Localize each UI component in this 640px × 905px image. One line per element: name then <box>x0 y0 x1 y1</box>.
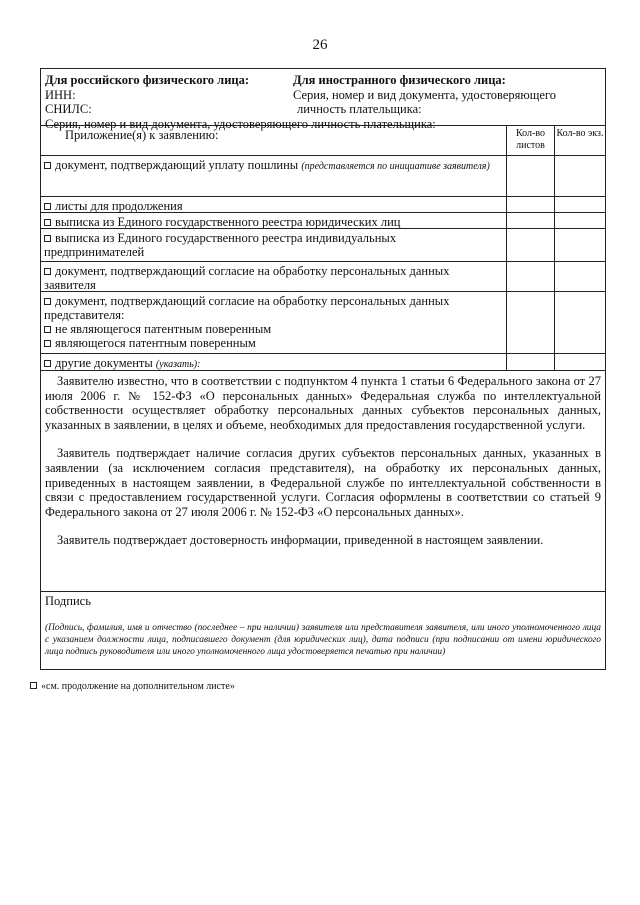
col-sheets-header: Кол-во листов <box>506 126 554 155</box>
copies-count-cell[interactable] <box>554 262 605 291</box>
continuation-label: «см. продолжение на дополнительном листе» <box>41 681 235 692</box>
attachment-label: листы для продолжения <box>55 199 183 213</box>
attachment-row-fee <box>41 156 605 197</box>
copies-count-cell[interactable] <box>554 156 605 196</box>
page-number: 26 <box>312 37 328 53</box>
sheets-count-cell[interactable] <box>506 156 554 196</box>
checkbox[interactable] <box>44 298 51 305</box>
copies-count-cell[interactable] <box>554 197 605 212</box>
attachment-row-sheets <box>41 197 605 213</box>
sheets-count-cell[interactable] <box>506 213 554 228</box>
continuation-note <box>30 681 235 692</box>
attachment-row-egrul <box>41 213 605 229</box>
application-form <box>40 68 606 670</box>
attachment-sublabel: являющегося патентным поверенным <box>55 336 256 350</box>
checkbox[interactable] <box>44 162 51 169</box>
russian-id-document-field[interactable]: Серия, номер и вид документа, удостоверяющего личность плательщика: <box>45 116 436 131</box>
declarations-section <box>41 371 605 592</box>
signature-label: Подпись <box>45 594 91 608</box>
consent-confirmation: Заявитель подтверждает наличие согласия других субъектов персональных данных, указанных в заявлении (за исключением согласия представителя), на обработку их персональных данных, приведенных в настоящем заявлении, в Федеральной службе по интеллектуальной собственности в связи с предоставлением государственной услуги. Согласия оформлены в соответствии со статьей 9 Федерального закона от 27 июля 2006 г. № 152-ФЗ «О персональных данных». <box>45 446 601 519</box>
attachment-sublabel: не являющегося патентным поверенным <box>55 322 272 336</box>
attachment-label: документ, подтверждающий согласие на обработку персональных данных представителя: <box>44 294 450 322</box>
checkbox[interactable] <box>44 219 51 226</box>
attachment-row-other <box>41 354 605 371</box>
checkbox[interactable] <box>44 203 51 210</box>
sheets-count-cell[interactable] <box>506 354 554 370</box>
attachment-label: выписка из Единого государственного реестра юридических лиц <box>55 215 401 229</box>
attachment-label: выписка из Единого государственного реестра индивидуальных предпринимателей <box>44 231 397 259</box>
checkbox[interactable] <box>44 360 51 367</box>
attachment-label: другие документы <box>55 356 153 370</box>
copies-count-cell[interactable] <box>554 354 605 370</box>
payer-identity-section <box>41 69 605 131</box>
snils-field[interactable]: СНИЛС: <box>45 102 92 116</box>
sheets-count-cell[interactable] <box>506 229 554 261</box>
checkbox[interactable] <box>44 235 51 242</box>
attachment-note: (указать): <box>155 359 201 370</box>
continuation-checkbox[interactable] <box>30 682 37 689</box>
copies-count-cell[interactable] <box>554 229 605 261</box>
attachment-label: документ, подтверждающий согласие на обработку персональных данных заявителя <box>44 264 450 292</box>
attachment-row-consent-representative <box>41 292 605 354</box>
russian-person-title: Для российского физического лица: <box>45 73 250 87</box>
sheets-count-cell[interactable] <box>506 292 554 353</box>
accuracy-confirmation: Заявитель подтверждает достоверность информации, приведенной в настоящем заявлении. <box>57 533 544 548</box>
sheets-count-cell[interactable] <box>506 197 554 212</box>
inn-field[interactable]: ИНН: <box>45 87 76 102</box>
attachment-row-consent-applicant <box>41 262 605 292</box>
signature-instructions: (Подпись, фамилия, имя и отчество (последнее – при наличии) заявителя или представителя заявителя, или иного уполномоченного лица с указанием должности лица, подписавшего документ (для юридических лиц), дата подписи (при подписании от имени юридического лица подпись руководителя или иного уполномоченного лица удостоверяется печатью при наличии) <box>45 623 601 657</box>
col-copies-header: Кол-во экз. <box>554 126 605 155</box>
attachments-header-row <box>41 126 605 156</box>
foreign-id-document-field[interactable]: Серия, номер и вид документа, удостоверяющего <box>293 87 556 102</box>
copies-count-cell[interactable] <box>554 213 605 228</box>
checkbox[interactable] <box>44 340 51 347</box>
checkbox[interactable] <box>44 326 51 333</box>
attachment-row-egrip <box>41 229 605 262</box>
personal-data-notice: Заявителю известно, что в соответствии с подпунктом 4 пункта 1 статьи 6 Федерального закона от 27 июля 2006 г. № 152-ФЗ «О персональных данных» Федеральная служба по интеллектуальной собственности осуществляет обработку персональных данных субъектов персональных данных, указанных в заявлении, в целях и объеме, необходимых для предоставления государственной услуги. <box>45 374 601 432</box>
attachments-title: Приложение(я) к заявлению: <box>65 128 219 142</box>
checkbox[interactable] <box>44 268 51 275</box>
attachment-label: документ, подтверждающий уплату пошлины <box>55 158 299 172</box>
copies-count-cell[interactable] <box>554 292 605 353</box>
foreign-person-title: Для иностранного физического лица: <box>293 73 506 87</box>
foreign-id-document-field-cont: личность плательщика: <box>297 102 422 116</box>
sheets-count-cell[interactable] <box>506 262 554 291</box>
attachment-note: (представляется по инициативе заявителя) <box>301 161 490 172</box>
signature-section <box>41 592 605 669</box>
